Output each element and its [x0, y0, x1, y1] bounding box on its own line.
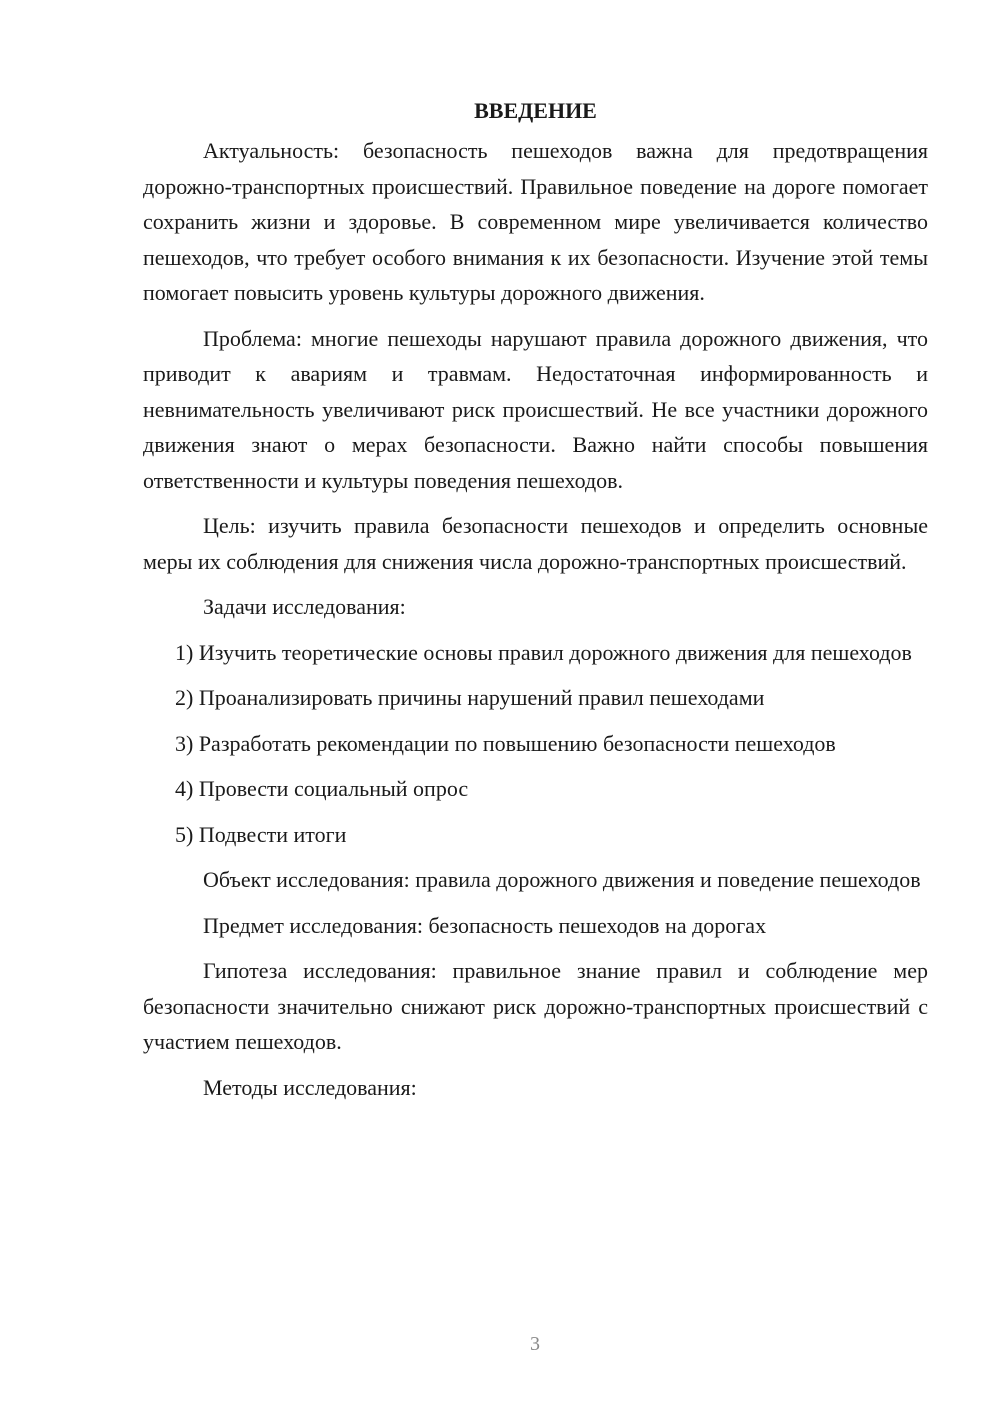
problem-paragraph: Проблема: многие пешеходы нарушают правила дорожного движения, что приводит к авариям и травмам. Недостаточная информированность и невнимательность увеличивают риск происшествий. Не все участники дорожного движения знают о мерах безопасности. Важно найти способы повышения ответственности и культуры поведения пешеходов.: [143, 325, 928, 493]
list-item: 4) Провести социальный опрос: [175, 776, 469, 801]
relevance-paragraph: Актуальность: безопасность пешеходов важна для предотвращения дорожно-транспортных происшествий. Правильное поведение на дороге помогает сохранить жизни и здоровье. В современном мире увеличивается количество пешеходов, что требует особого внимания к их безопасности. Изучение этой темы помогает повысить уровень культуры дорожного движения.: [143, 138, 928, 305]
goal-paragraph: Цель: изучить правила безопасности пешеходов и определить основные меры их соблюдения для снижения числа дорожно-транспортных происшествий.: [143, 513, 928, 574]
text-column: [143, 93, 928, 1115]
page-number: 3: [530, 1333, 540, 1355]
list-item: 5) Подвести итоги: [175, 821, 347, 847]
list-item: 3) Разработать рекомендации по повышению безопасности пешеходов: [175, 730, 836, 756]
tasks-heading: Задачи исследования:: [203, 594, 406, 619]
page-title: ВВЕДЕНИЕ: [474, 98, 597, 123]
tasks-list: [143, 635, 928, 853]
list-item: 2) Проанализировать причины нарушений правил пешеходами: [175, 685, 765, 710]
subject-paragraph: Предмет исследования: безопасность пешеходов на дорогах: [203, 912, 767, 938]
methods-heading: Методы исследования:: [203, 1074, 417, 1100]
list-item: 1) Изучить теоретические основы правил дорожного движения для пешеходов: [175, 639, 912, 665]
object-paragraph: Объект исследования: правила дорожного движения и поведение пешеходов: [203, 867, 921, 892]
hypothesis-paragraph: Гипотеза исследования: правильное знание правил и соблюдение мер безопасности значительно снижают риск дорожно-транспортных происшествий с участием пешеходов.: [143, 958, 928, 1054]
